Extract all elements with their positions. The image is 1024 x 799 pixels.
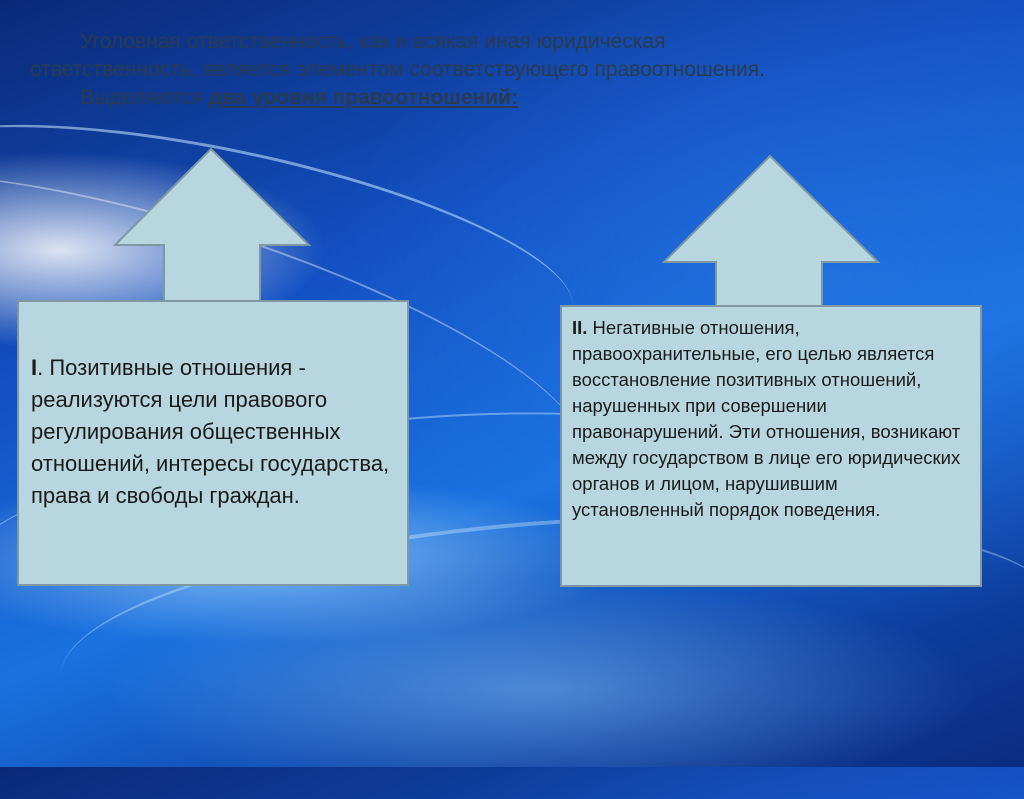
box-text: Негативные отношения, правоохранительные, его целью является восстановление позитивных отношений, нарушенных при совершении правонарушений. Эти отношения, возникают между государством в лице его юридических органов и лицом, нарушившим установленный порядок поведения. <box>572 317 961 520</box>
up-arrow-left <box>110 145 315 310</box>
intro-line-3-prefix: Выделяются <box>80 86 209 109</box>
intro-line-2: ответственность, является элементом соответствующего правоотношения. <box>30 58 765 81</box>
roman-numeral: I <box>31 355 38 380</box>
box-text: . Позитивные отношения - реализуются цели правового регулирования общественных отношений, интересы государства, права и свободы граждан. <box>31 355 390 508</box>
up-arrow-right <box>660 152 885 312</box>
roman-numeral: II. <box>572 317 588 338</box>
positive-relations-box <box>17 300 409 586</box>
intro-line-3 <box>30 84 518 112</box>
intro-text <box>30 28 990 112</box>
intro-line-1: Уголовная ответственность, как и всякая иная юридическая <box>80 30 666 53</box>
intro-line-3-emphasis: два уровня правоотношений: <box>208 86 518 109</box>
negative-relations-box <box>560 305 982 587</box>
